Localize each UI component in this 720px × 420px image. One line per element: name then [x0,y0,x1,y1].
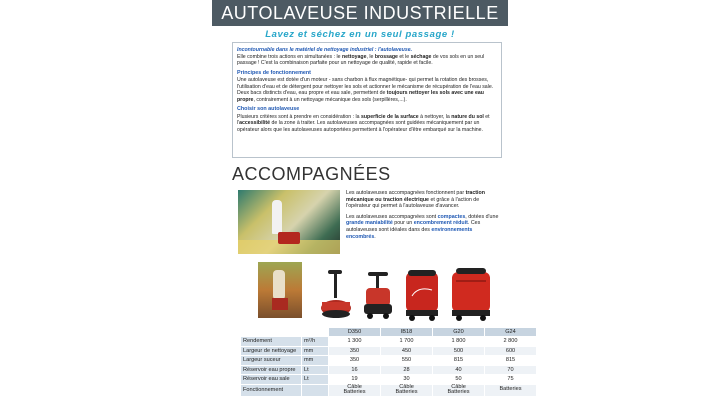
cell: 19 [329,375,381,385]
accompagnees-description [346,190,500,244]
specs-table [240,327,537,397]
intro-bold: brossage [374,53,398,60]
accomp-text: et grâce à l'action de l'opérateur qui permet à l'autolaveuse d'avancer. [346,196,480,210]
accomp-paragraph-2 [346,214,500,240]
table-row [241,346,537,356]
accomp-text: pour un [392,220,414,227]
operator-photo-small [258,262,302,318]
row-unit: mm [302,346,329,356]
row-unit: Lt [302,365,329,375]
cell: 815 [485,356,537,366]
choose-text: de la zone à traiter. Les autolaveuses accompagnées sont guidées mécaniquement par un opérateur alors que les autolaveuses autoportées permettent à l'opérateur d'être embarqué sur la machine. [237,120,483,133]
column-header: IB18 [381,328,433,337]
cell-line: Câble [399,383,414,390]
photo-machine [278,232,300,244]
cell [485,384,537,396]
machine-d350-image [318,268,354,320]
photo-operator [272,200,282,234]
accomp-text: . [374,233,376,240]
table-row [241,337,537,347]
section-title: ACCOMPAGNÉES [232,164,391,184]
machine-g24-image [448,266,494,322]
intro-text: de vos sols en un seul passage ! C'est la combinaison parfaite pour un nettoyage de qualité, rapide et facile. [237,53,485,66]
cell: 600 [485,346,537,356]
cell-line: Câble [347,383,362,390]
column-header: G20 [433,328,485,337]
row-label: Largeur de nettoyage [241,346,302,356]
row-label: Fonctionnement [241,384,302,396]
cell: 550 [381,356,433,366]
machine-g20-image [402,266,442,322]
accomp-text: . Ces autolaveuses sont idéales dans des [346,220,481,233]
row-unit: Lt [302,375,329,385]
table-row [241,384,537,396]
cell-line: Batteries [343,389,366,395]
cell: 50 [433,375,485,385]
cell: 70 [485,365,537,375]
accomp-bold: traction mécanique ou traction électrique [346,190,485,203]
principles-heading: Principes de fonctionnement [237,69,311,76]
accomp-highlight: environnements encombrés [346,226,473,240]
page-header [212,0,508,26]
accomp-highlight: grande maniabilité [346,220,393,227]
cell: 16 [329,365,381,375]
accomp-highlight: encombrement réduit [413,220,468,227]
accomp-text: Les autolaveuses accompagnées sont [346,213,438,220]
table-row [241,356,537,366]
principles-bold: toujours nettoyer les sols avec une eau propre [237,90,484,103]
accomp-highlight: compactes [437,213,466,220]
cell-line: Batteries [499,386,522,393]
intro-text: Elle combine trois actions en simultanées : le [237,53,342,60]
cell-line: Batteries [447,389,470,395]
column-header: D350 [329,328,381,337]
photo-operator [273,270,285,300]
operator-photo [238,190,340,254]
cell: 2 800 [485,337,537,347]
accomp-text: Les autolaveuses accompagnées fonctionnent par [346,190,466,196]
cell: 30 [381,375,433,385]
choose-text: Plusieurs critères sont à prendre en considération : la [237,113,361,120]
intro-text: et le [397,53,411,60]
choose-bold: superficie de la surface [361,113,419,120]
cell: 350 [329,346,381,356]
cell: 40 [433,365,485,375]
cell: 1 300 [329,337,381,347]
table-row [241,375,537,385]
cell: 1 800 [433,337,485,347]
choose-paragraph [237,114,497,134]
table-row [241,365,537,375]
cell: 350 [329,356,381,366]
photo-machine [272,298,288,310]
page-title: AUTOLAVEUSE INDUSTRIELLE [221,3,499,23]
intro-bold: séchage [410,53,432,60]
cell [433,384,485,396]
cell: 1 700 [381,337,433,347]
principles-text: , contrairement à un nettoyage mécanique des sols (serpillères,...). [253,96,407,103]
table-header-row [241,328,537,337]
cell [329,384,381,396]
row-label: Réservoir eau sale [241,375,302,385]
table-corner [241,328,302,337]
principles-text: Une autolaveuse est dotée d'un moteur - sans charbon à flux magnétique- qui permet la rotation des brosses, l'utilisation d'eau et de détergent pour nettoyer les sols et actionner le mécanisme de récupération de l'eau sale. Deux bacs distincts d'eau, eau propre et eau sale, permettent de [237,77,494,96]
cell: 815 [433,356,485,366]
page-subtitle: Lavez et séchez en un seul passage ! [265,29,455,40]
intro-box [232,42,502,158]
choose-bold: accessibilité [239,120,271,126]
intro-text: , le [366,53,375,60]
row-unit [302,384,329,396]
cell-line: Batteries [395,389,418,395]
principles-paragraph [237,77,497,103]
row-label: Largeur suceur [241,356,302,366]
row-unit: m²/h [302,337,329,347]
cell [381,384,433,396]
row-label: Réservoir eau propre [241,365,302,375]
choose-text: et l' [237,113,490,126]
intro-paragraph [237,47,497,67]
accomp-paragraph-1 [346,190,500,210]
machine-ib18-image [360,270,396,320]
cell: 28 [381,365,433,375]
cell: 500 [433,346,485,356]
table-corner [302,328,329,337]
intro-bold: nettoyage [341,53,367,60]
choose-heading: Choisir son autolaveuse [237,106,300,112]
cell: 75 [485,375,537,385]
column-header: G24 [485,328,537,337]
row-unit: mm [302,356,329,366]
choose-bold: nature du sol [451,113,484,120]
cell-line: Câble [451,383,466,390]
accomp-text: , dotées d'une [465,213,499,220]
intro-lead: Incontournable dans le matériel de nettoyage industriel : l'autolaveuse. [237,47,413,53]
row-label: Rendement [241,337,302,347]
choose-text: à nettoyer, la [418,113,452,120]
cell: 450 [381,346,433,356]
